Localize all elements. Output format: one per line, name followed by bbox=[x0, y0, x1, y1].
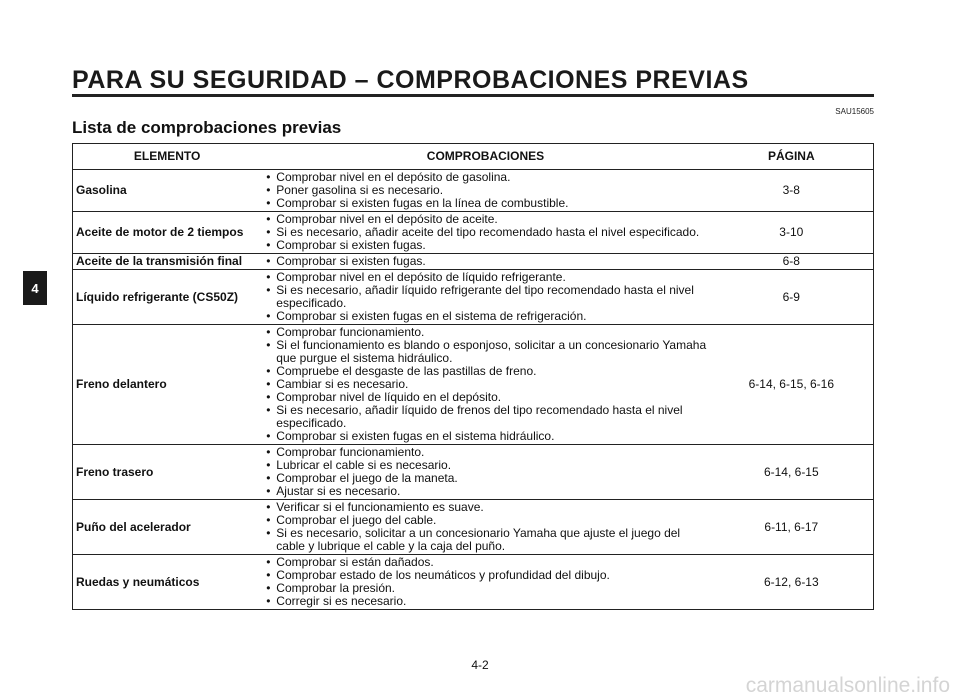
check-item bbox=[264, 430, 706, 443]
bullet-icon: • bbox=[266, 377, 271, 391]
row-item-label: Ruedas y neumáticos bbox=[73, 555, 262, 610]
bullet-icon: • bbox=[266, 196, 271, 210]
bullet-icon: • bbox=[266, 429, 271, 443]
check-text: Si es necesario, añadir líquido refrigerante del tipo recomendado hasta el nivel especificado. bbox=[276, 283, 694, 310]
row-page-ref: 6-14, 6-15, 6-16 bbox=[710, 325, 874, 445]
check-text: Ajustar si es necesario. bbox=[276, 484, 401, 498]
check-text: Comprobar funcionamiento. bbox=[276, 325, 425, 339]
bullet-icon: • bbox=[266, 309, 271, 323]
table-row bbox=[73, 270, 874, 325]
row-item-label: Gasolina bbox=[73, 170, 262, 212]
chapter-tab: 4 bbox=[23, 271, 47, 305]
row-checks bbox=[261, 500, 709, 555]
page-number: 4-2 bbox=[471, 658, 489, 672]
page-header-title: PARA SU SEGURIDAD – COMPROBACIONES PREVIAS bbox=[72, 66, 749, 94]
check-item bbox=[264, 595, 706, 608]
table-row bbox=[73, 555, 874, 610]
check-item bbox=[264, 197, 706, 210]
bullet-icon: • bbox=[266, 581, 271, 595]
section-title: Lista de comprobaciones previas bbox=[72, 118, 342, 137]
row-page-ref: 6-14, 6-15 bbox=[710, 445, 874, 500]
check-text: Comprobar el juego de la maneta. bbox=[276, 471, 458, 485]
row-page-ref: 6-12, 6-13 bbox=[710, 555, 874, 610]
bullet-icon: • bbox=[266, 513, 271, 527]
row-page-ref: 3-10 bbox=[710, 212, 874, 254]
check-text: Comprobar nivel en el depósito de aceite. bbox=[276, 212, 498, 226]
bullet-icon: • bbox=[266, 364, 271, 378]
bullet-icon: • bbox=[266, 183, 271, 197]
check-text: Comprobar si existen fugas. bbox=[276, 254, 426, 268]
check-item bbox=[264, 527, 706, 553]
table-row bbox=[73, 212, 874, 254]
watermark: carmanualsonline.info bbox=[745, 674, 950, 697]
bullet-icon: • bbox=[266, 594, 271, 608]
check-text: Comprobar si existen fugas en la línea de combustible. bbox=[276, 196, 569, 210]
table-header-row bbox=[73, 144, 874, 170]
check-text: Comprobar funcionamiento. bbox=[276, 445, 425, 459]
row-checks bbox=[261, 254, 709, 270]
row-item-label: Aceite de motor de 2 tiempos bbox=[73, 212, 262, 254]
header-checks: COMPROBACIONES bbox=[261, 144, 709, 170]
bullet-icon: • bbox=[266, 390, 271, 404]
bullet-icon: • bbox=[266, 338, 271, 352]
check-text: Comprobar si están dañados. bbox=[276, 555, 434, 569]
bullet-icon: • bbox=[266, 555, 271, 569]
check-item bbox=[264, 284, 706, 310]
row-page-ref: 6-8 bbox=[710, 254, 874, 270]
check-text: Comprobar nivel en el depósito de líquido refrigerante. bbox=[276, 270, 566, 284]
check-text: Comprobar si existen fugas en el sistema hidráulico. bbox=[276, 429, 555, 443]
check-text: Comprobar nivel en el depósito de gasolina. bbox=[276, 170, 511, 184]
table-row bbox=[73, 445, 874, 500]
table-row bbox=[73, 325, 874, 445]
bullet-icon: • bbox=[266, 238, 271, 252]
reference-code: SAU15605 bbox=[835, 107, 874, 116]
bullet-icon: • bbox=[266, 526, 271, 540]
bullet-icon: • bbox=[266, 471, 271, 485]
row-checks bbox=[261, 170, 709, 212]
check-text: Si es necesario, añadir líquido de frenos del tipo recomendado hasta el nivel especificado. bbox=[276, 403, 683, 430]
check-text: Si es necesario, añadir aceite del tipo recomendado hasta el nivel especificado. bbox=[276, 225, 700, 239]
check-text: Comprobar el juego del cable. bbox=[276, 513, 437, 527]
table-row bbox=[73, 170, 874, 212]
check-item bbox=[264, 339, 706, 365]
row-checks bbox=[261, 445, 709, 500]
row-item-label: Puño del acelerador bbox=[73, 500, 262, 555]
check-item bbox=[264, 255, 706, 268]
bullet-icon: • bbox=[266, 458, 271, 472]
row-checks bbox=[261, 325, 709, 445]
row-page-ref: 3-8 bbox=[710, 170, 874, 212]
bullet-icon: • bbox=[266, 170, 271, 184]
table-row bbox=[73, 500, 874, 555]
check-text: Compruebe el desgaste de las pastillas de freno. bbox=[276, 364, 537, 378]
row-item-label: Freno trasero bbox=[73, 445, 262, 500]
bullet-icon: • bbox=[266, 484, 271, 498]
header-rule bbox=[72, 94, 874, 97]
check-text: Comprobar la presión. bbox=[276, 581, 396, 595]
check-text: Comprobar si existen fugas. bbox=[276, 238, 426, 252]
check-text: Lubricar el cable si es necesario. bbox=[276, 458, 452, 472]
bullet-icon: • bbox=[266, 500, 271, 514]
check-item bbox=[264, 404, 706, 430]
row-page-ref: 6-9 bbox=[710, 270, 874, 325]
bullet-icon: • bbox=[266, 403, 271, 417]
checklist-table bbox=[72, 143, 874, 610]
check-text: Poner gasolina si es necesario. bbox=[276, 183, 444, 197]
check-text: Comprobar estado de los neumáticos y profundidad del dibujo. bbox=[276, 568, 610, 582]
row-item-label: Líquido refrigerante (CS50Z) bbox=[73, 270, 262, 325]
row-page-ref: 6-11, 6-17 bbox=[710, 500, 874, 555]
row-checks bbox=[261, 212, 709, 254]
table-row bbox=[73, 254, 874, 270]
bullet-icon: • bbox=[266, 568, 271, 582]
check-text: Verificar si el funcionamiento es suave. bbox=[276, 500, 484, 514]
check-item bbox=[264, 310, 706, 323]
bullet-icon: • bbox=[266, 270, 271, 284]
row-checks bbox=[261, 270, 709, 325]
bullet-icon: • bbox=[266, 225, 271, 239]
bullet-icon: • bbox=[266, 254, 271, 268]
bullet-icon: • bbox=[266, 445, 271, 459]
header-item: ELEMENTO bbox=[73, 144, 262, 170]
row-checks bbox=[261, 555, 709, 610]
row-item-label: Freno delantero bbox=[73, 325, 262, 445]
check-text: Comprobar nivel de líquido en el depósito. bbox=[276, 390, 502, 404]
bullet-icon: • bbox=[266, 283, 271, 297]
bullet-icon: • bbox=[266, 325, 271, 339]
check-text: Corregir si es necesario. bbox=[276, 594, 407, 608]
bullet-icon: • bbox=[266, 212, 271, 226]
row-item-label: Aceite de la transmisión final bbox=[73, 254, 262, 270]
check-text: Si es necesario, solicitar a un concesionario Yamaha que ajuste el juego del cable y lubrique el cable y la caja del puño. bbox=[276, 526, 681, 553]
check-item bbox=[264, 239, 706, 252]
check-text: Cambiar si es necesario. bbox=[276, 377, 409, 391]
check-text: Si el funcionamiento es blando o esponjoso, solicitar a un concesionario Yamaha que purgue el sistema hidráulico. bbox=[276, 338, 707, 365]
check-text: Comprobar si existen fugas en el sistema de refrigeración. bbox=[276, 309, 587, 323]
check-item bbox=[264, 485, 706, 498]
header-page: PÁGINA bbox=[710, 144, 874, 170]
